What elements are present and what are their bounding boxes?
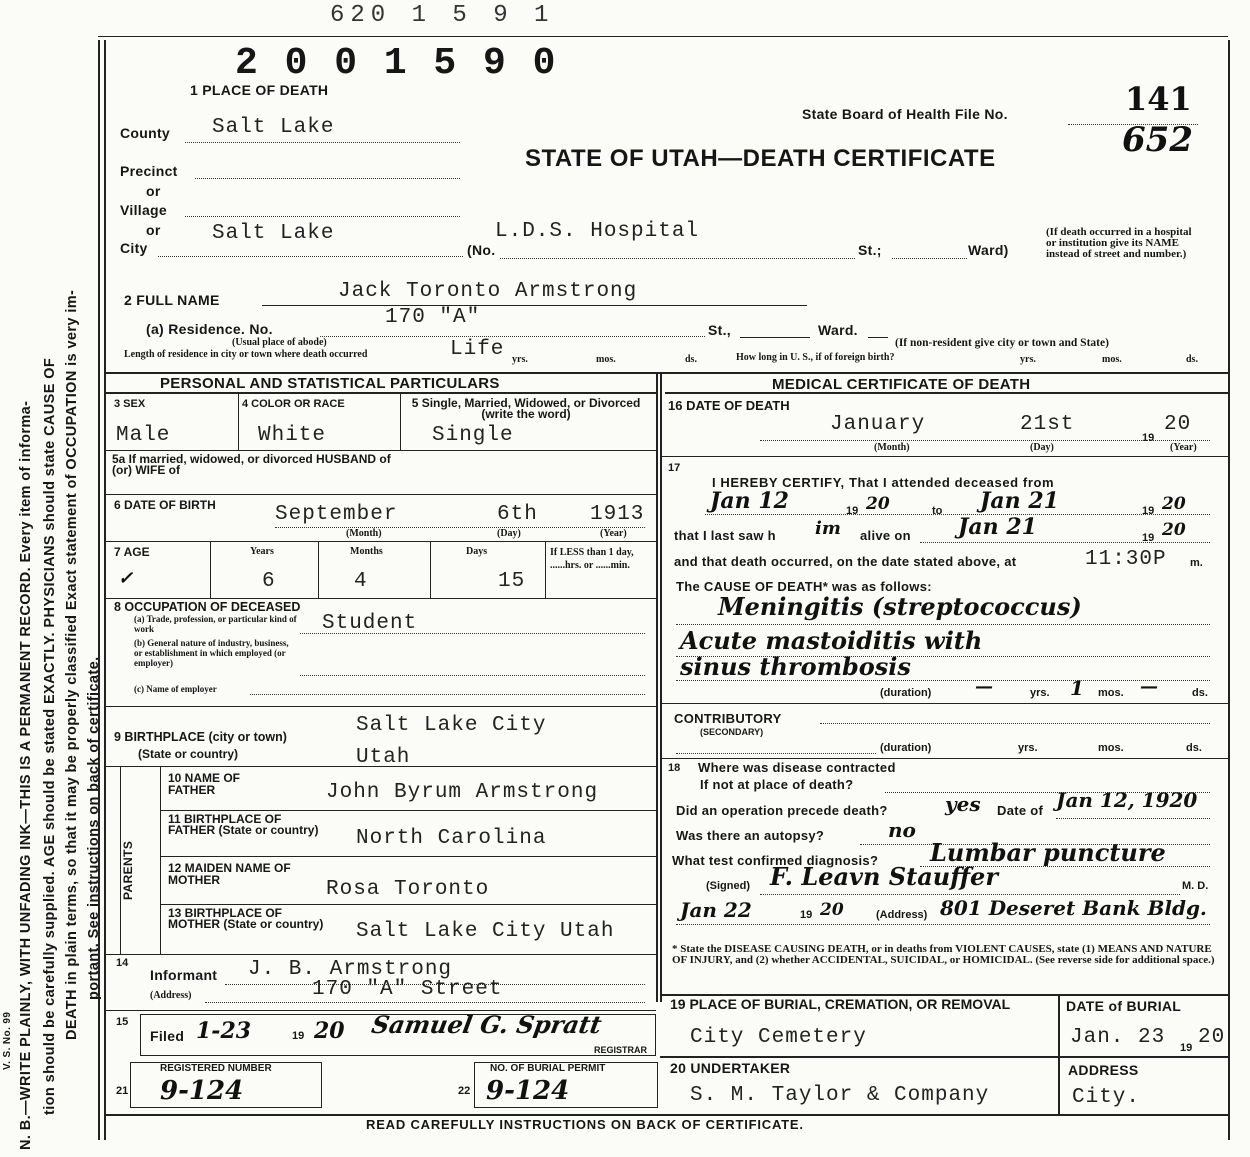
top-serial: 620 1 5 9 1 (330, 2, 555, 29)
marital-status-label: 5 Single, Married, Widowed, or Divorced (write the word) (411, 396, 641, 421)
burial-place-value: City Cemetery (690, 1026, 867, 1049)
file-no-top: 141 (1125, 80, 1192, 118)
occupation-label: 8 OCCUPATION OF DECEASED (114, 600, 301, 614)
last-saw-him: im (815, 518, 841, 539)
birth-month-caption: (Month) (346, 528, 382, 539)
center-divider (656, 372, 658, 1002)
residence-label: (a) Residence. No. (146, 321, 273, 337)
test-confirmed-label: What test confirmed diagnosis? (672, 853, 879, 868)
mos-label: mos. (596, 354, 616, 365)
duration-months-value: 1 (1070, 676, 1084, 700)
hospital-value: L.D.S. Hospital (495, 220, 700, 243)
informant-address-label: (Address) (150, 990, 192, 1001)
occupation-b-caption: (b) General nature of industry, business, or establishment in which employed (or employer) (134, 638, 289, 668)
md-label: M. D. (1182, 880, 1209, 892)
usual-place-caption: (Usual place of abode) (232, 337, 327, 348)
age-years-value: 6 (262, 570, 276, 593)
duration-mos-label: mos. (1098, 687, 1124, 699)
disease-contracted-label: Where was disease contracted (698, 760, 896, 775)
mother-maiden-name: Rosa Toronto (326, 878, 490, 901)
nineteen-label-1: 19 (846, 505, 859, 517)
less-than-day-label: If LESS than 1 day, ......hrs. or ......min. (550, 547, 634, 571)
signed-year: 20 (820, 900, 844, 920)
spouse-label: 5a If married, widowed, or divorced HUSBAND of (or) WIFE of (112, 452, 391, 477)
place-of-death-label: 1 PLACE OF DEATH (190, 82, 329, 98)
side-instruction-line-3: DEATH in plain terms, so that it may be properly classified Exact statement of OCCUPATION is very im- (64, 289, 80, 1040)
us-residence-label: How long in U. S., if of foreign birth? (736, 352, 895, 363)
burial-nineteen: 19 (1180, 1042, 1193, 1054)
stamp-number: 2 0 0 1 5 9 0 (235, 42, 558, 85)
signed-label: (Signed) (706, 880, 750, 892)
full-name-label: 2 FULL NAME (124, 292, 220, 308)
physician-address: 801 Deseret Bank Bldg. (940, 896, 1207, 920)
ds-label: ds. (685, 354, 697, 365)
county-label: County (120, 125, 171, 141)
yrs-label-2: yrs. (1020, 354, 1036, 365)
birth-day: 6th (497, 503, 538, 526)
duration-label: (duration) (880, 687, 932, 699)
no-label: (No. (467, 242, 496, 258)
to-label: to (932, 505, 943, 517)
file-no-bottom: 652 (1122, 120, 1193, 160)
informant-value: J. B. Armstrong (248, 958, 453, 981)
father-name: John Byrum Armstrong (326, 781, 599, 804)
ward-label: Ward) (968, 242, 1009, 258)
attended-to-date: Jan 21 (980, 488, 1059, 514)
birth-month: September (275, 503, 398, 526)
last-saw-label: that I last saw h (674, 528, 776, 543)
file-no-label: State Board of Health File No. (802, 106, 1008, 122)
father-birthplace-label: 11 BIRTHPLACE OF FATHER (State or country) (168, 812, 319, 837)
mother-birthplace: Salt Lake City Utah (356, 920, 615, 943)
birth-year: 1913 (590, 503, 645, 526)
cause-footnote: * State the DISEASE CAUSING DEATH, or in deaths from VIOLENT CAUSES, state (1) MEANS AND NATURE OF INJURY, and (2) whether ACCIDENTAL, SUICIDAL, or HOMICIDAL. (See reverse side for additional space.) (672, 943, 1215, 966)
filed-label: Filed (150, 1028, 185, 1044)
precinct-label: Precinct (120, 163, 178, 179)
date-of-death-label: 16 DATE OF DEATH (668, 398, 790, 413)
operation-value: yes (945, 792, 981, 816)
operation-date: Jan 12, 1920 (1056, 788, 1198, 812)
item-21-number: 21 (116, 1085, 129, 1097)
father-name-label: 10 NAME OF FATHER (168, 771, 241, 797)
age-days-value: 15 (498, 570, 526, 593)
death-day-caption: (Day) (1030, 442, 1054, 453)
birth-day-caption: (Day) (497, 528, 521, 539)
ward-label-2: Ward. (818, 322, 858, 338)
birthplace-city: Salt Lake City (356, 714, 547, 737)
occupation-a-caption: (a) Trade, profession, or particular kind of work (134, 614, 297, 634)
physician-signature: F. Leavn Stauffer (770, 862, 998, 891)
nonresident-note: (If non-resident give city or town and State) (895, 337, 1109, 349)
age-check-mark: ✓ (118, 568, 134, 589)
item-22-number: 22 (458, 1085, 471, 1097)
m-label: m. (1190, 557, 1203, 569)
last-saw-date: Jan 21 (958, 514, 1037, 540)
death-year-caption: (Year) (1170, 442, 1197, 453)
death-time: 11:30P (1085, 548, 1167, 571)
not-at-place-label: If not at place of death? (700, 777, 854, 792)
sex-value: Male (116, 424, 171, 447)
city-label: City (120, 240, 148, 256)
item-14-number: 14 (116, 957, 129, 969)
yrs-label: yrs. (512, 354, 528, 365)
length-of-residence-value: Life (450, 338, 505, 361)
footer-instructions: READ CAREFULLY INSTRUCTIONS ON BACK OF CERTIFICATE. (366, 1117, 804, 1132)
burial-date-label: DATE of BURIAL (1066, 998, 1182, 1014)
filed-year: 20 (314, 1018, 345, 1044)
operation-date-label: Date of (997, 803, 1044, 818)
occupation-c-caption: (c) Name of employer (134, 684, 217, 694)
or-label-1: or (146, 183, 161, 199)
duration2-mos-label: mos. (1098, 742, 1124, 754)
length-of-residence-label: Length of residence in city or town where death occurred (124, 349, 368, 360)
burial-year: 20 (1198, 1026, 1226, 1049)
days-header: Days (466, 546, 488, 557)
item-15-number: 15 (116, 1016, 129, 1028)
full-name-value: Jack Toronto Armstrong (338, 280, 638, 303)
duration-days-value: — (1140, 676, 1158, 697)
sex-label: 3 SEX (114, 398, 146, 410)
birthplace-state-label: (State or country) (138, 747, 239, 761)
cause-line-1: Meningitis (streptococcus) (718, 592, 1082, 621)
ds-label-2: ds. (1186, 354, 1198, 365)
side-instruction-line-2: tion should be carefully supplied. AGE should be stated EXACTLY. PHYSICIANS should state CAUSE OF (42, 357, 58, 1115)
attended-from-year: 20 (866, 494, 890, 514)
registrar-label: REGISTRAR (594, 1045, 648, 1055)
or-label-2: or (146, 222, 161, 238)
undertaker-address-value: City. (1072, 1086, 1141, 1109)
alive-on-label: alive on (860, 528, 911, 543)
years-header: Years (250, 546, 274, 557)
st-label: St.; (858, 242, 882, 258)
nineteen-label-3: 19 (1142, 532, 1155, 544)
top-border (98, 36, 1228, 37)
date-of-birth-label: 6 DATE OF BIRTH (114, 498, 216, 512)
undertaker-address-label: ADDRESS (1068, 1062, 1139, 1078)
mother-maiden-name-label: 12 MAIDEN NAME OF MOTHER (168, 861, 291, 887)
parents-label: PARENTS (121, 840, 135, 900)
duration-yrs-label: yrs. (1030, 687, 1050, 699)
registrar-signature: Samuel G. Spratt (369, 1010, 604, 1039)
side-instruction-line-1: N. B.—WRITE PLAINLY, WITH UNFADING INK—THIS IS A PERMANENT RECORD. Every item of informa- (18, 400, 34, 1150)
months-header: Months (350, 546, 383, 557)
birthplace-label: 9 BIRTHPLACE (city or town) (114, 730, 287, 744)
color-race-label: 4 COLOR OR RACE (242, 398, 345, 410)
secondary-label: (SECONDARY) (700, 727, 764, 737)
burial-place-label: 19 PLACE OF BURIAL, CREMATION, OR REMOVAL (670, 996, 1011, 1012)
duration-label-2: (duration) (880, 742, 932, 754)
filed-year-prefix: 19 (292, 1030, 305, 1042)
duration-ds-label: ds. (1192, 687, 1208, 699)
duration-years-value: — (975, 676, 993, 697)
nineteen-label-2: 19 (1142, 505, 1155, 517)
hospital-note: (If death occurred in a hospital or institution give its NAME instead of street and number.) (1046, 226, 1192, 260)
autopsy-label: Was there an autopsy? (676, 828, 825, 843)
certify-statement: I HEREBY CERTIFY, That I attended deceased from (712, 475, 1055, 490)
death-year: 20 (1164, 413, 1192, 436)
street-label: St., (708, 322, 731, 338)
duration2-yrs-label: yrs. (1018, 742, 1038, 754)
left-border-inner (104, 40, 106, 1140)
signed-date: Jan 22 (680, 898, 752, 922)
mother-birthplace-label: 13 BIRTHPLACE OF MOTHER (State or country) (168, 906, 324, 931)
undertaker-label: 20 UNDERTAKER (670, 1060, 791, 1076)
marital-status-value: Single (432, 424, 514, 447)
medical-section-title: MEDICAL CERTIFICATE OF DEATH (772, 376, 1031, 393)
cause-line-2: Acute mastoiditis with (680, 626, 983, 655)
attended-to-year: 20 (1162, 494, 1186, 514)
death-occurred-label: and that death occurred, on the date stated above, at (674, 554, 1017, 569)
operation-label: Did an operation precede death? (676, 803, 888, 818)
right-border (1228, 40, 1230, 1140)
certificate-title: STATE OF UTAH—DEATH CERTIFICATE (525, 145, 996, 172)
age-months-value: 4 (354, 570, 368, 593)
occupation-value: Student (322, 612, 418, 635)
registered-number: 9-124 (160, 1076, 244, 1106)
item-17-number: 17 (668, 462, 681, 474)
burial-permit-label: NO. OF BURIAL PERMIT (490, 1063, 606, 1074)
nineteen-label-4: 19 (800, 909, 813, 921)
signed-address-label: (Address) (876, 909, 928, 921)
death-year-prefix: 19 (1142, 432, 1155, 444)
color-race-value: White (258, 424, 327, 447)
section-divider (104, 372, 1228, 374)
age-label: 7 AGE (114, 545, 150, 559)
autopsy-value: no (888, 818, 916, 842)
cause-line-3: sinus thrombosis (680, 652, 911, 681)
contributory-label: CONTRIBUTORY (674, 711, 782, 726)
cause-of-death-label: The CAUSE OF DEATH* was as follows: (676, 579, 932, 594)
city-value: Salt Lake (212, 222, 335, 245)
test-confirmed-value: Lumbar puncture (930, 838, 1166, 867)
registered-number-label: REGISTERED NUMBER (160, 1063, 272, 1074)
village-label: Village (120, 202, 167, 218)
father-birthplace: North Carolina (356, 827, 547, 850)
filed-date: 1-23 (196, 1018, 252, 1044)
informant-address: 170 "A" Street (312, 978, 503, 1001)
burial-date-value: Jan. 23 (1070, 1026, 1166, 1049)
mos-label-2: mos. (1102, 354, 1122, 365)
duration2-ds-label: ds. (1186, 742, 1202, 754)
undertaker-value: S. M. Taylor & Company (690, 1084, 990, 1107)
residence-number: 170 "A" (385, 306, 481, 329)
burial-permit-number: 9-124 (486, 1076, 570, 1106)
personal-section-title: PERSONAL AND STATISTICAL PARTICULARS (160, 375, 500, 392)
death-month: January (830, 413, 926, 436)
left-border (98, 40, 100, 1140)
birth-year-caption: (Year) (600, 528, 627, 539)
informant-label: Informant (150, 967, 218, 983)
item-18-number: 18 (668, 762, 681, 774)
death-month-caption: (Month) (874, 442, 910, 453)
last-saw-year: 20 (1162, 520, 1186, 540)
county-value: Salt Lake (212, 116, 335, 139)
birthplace-state: Utah (356, 746, 411, 769)
side-instruction-line-4: portant. See instructions on back of certificate. (86, 656, 102, 1000)
attended-from-date: Jan 12 (710, 488, 789, 514)
form-number: V. S. No. 99 (2, 1011, 13, 1070)
death-day: 21st (1020, 413, 1075, 436)
